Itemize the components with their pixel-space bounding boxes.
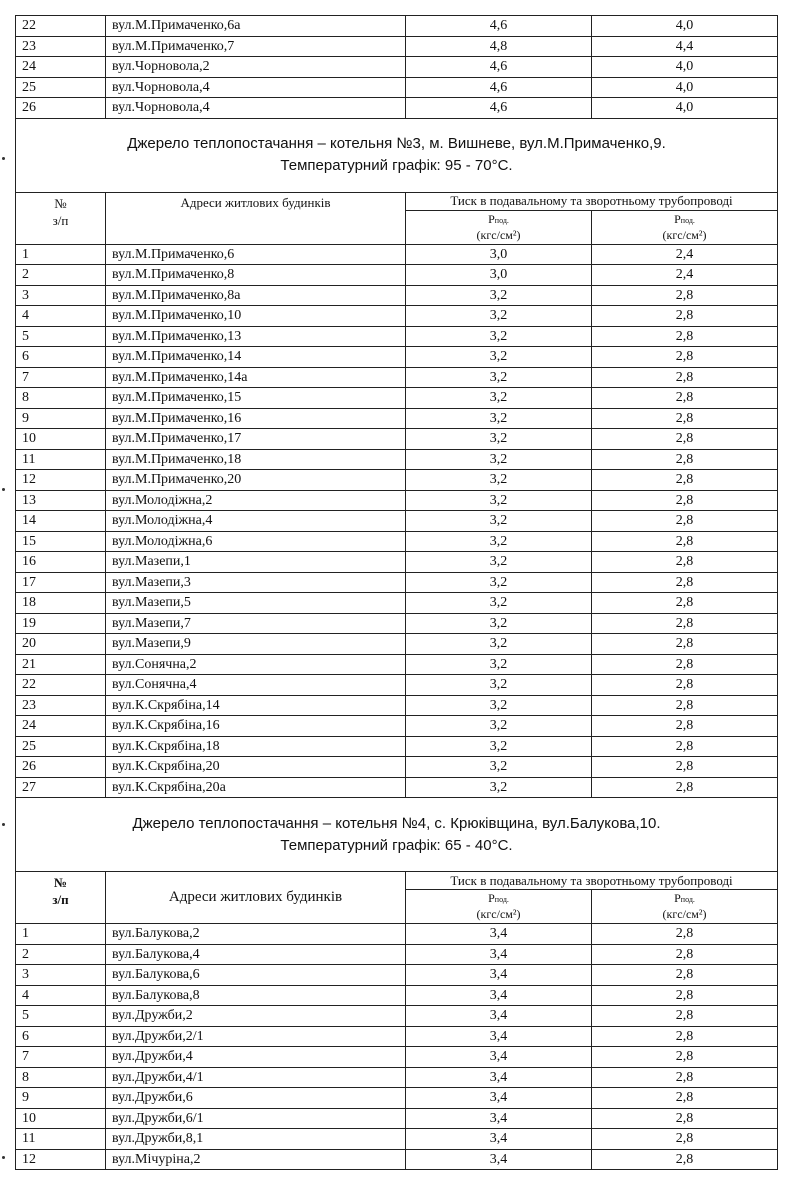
row-supply-pressure: 3,2 bbox=[406, 490, 592, 511]
row-number: 2 bbox=[16, 944, 106, 965]
section4-header-p2 bbox=[592, 890, 778, 924]
row-address: вул.Дружби,6 bbox=[106, 1088, 406, 1109]
table-row bbox=[16, 716, 778, 737]
row-address: вул.Балукова,6 bbox=[106, 965, 406, 986]
table-row bbox=[16, 326, 778, 347]
table-row bbox=[16, 654, 778, 675]
row-supply-pressure: 3,2 bbox=[406, 367, 592, 388]
row-return-pressure: 2,4 bbox=[592, 244, 778, 265]
row-address: вул.Дружби,4 bbox=[106, 1047, 406, 1068]
row-supply-pressure: 3,4 bbox=[406, 1088, 592, 1109]
row-supply-pressure: 4,6 bbox=[406, 16, 592, 37]
row-address: вул.Дружби,8,1 bbox=[106, 1129, 406, 1150]
row-return-pressure: 2,4 bbox=[592, 265, 778, 286]
row-address: вул.Дружби,6/1 bbox=[106, 1108, 406, 1129]
table-row bbox=[16, 1108, 778, 1129]
row-number: 4 bbox=[16, 306, 106, 327]
row-address: вул.М.Примаченко,7 bbox=[106, 36, 406, 57]
row-address: вул.М.Примаченко,14 bbox=[106, 347, 406, 368]
row-address: вул.М.Примаченко,20 bbox=[106, 470, 406, 491]
row-number: 14 bbox=[16, 511, 106, 532]
section3-header-pressure: Тиск в подавальному та зворотньому трубопроводі bbox=[406, 192, 778, 210]
row-address: вул.К.Скрябіна,20 bbox=[106, 757, 406, 778]
section3-header-p2 bbox=[592, 210, 778, 244]
p-subscript: под. bbox=[494, 895, 509, 904]
row-supply-pressure: 3,2 bbox=[406, 470, 592, 491]
section4-header-pressure: Тиск в подавальному та зворотньому трубопроводі bbox=[406, 872, 778, 890]
table-row bbox=[16, 757, 778, 778]
table-row bbox=[16, 57, 778, 78]
row-return-pressure: 2,8 bbox=[592, 1047, 778, 1068]
row-return-pressure: 2,8 bbox=[592, 1108, 778, 1129]
row-number: 15 bbox=[16, 531, 106, 552]
row-number: 24 bbox=[16, 716, 106, 737]
row-address: вул.К.Скрябіна,18 bbox=[106, 736, 406, 757]
row-address: вул.Мазепи,9 bbox=[106, 634, 406, 655]
row-number: 23 bbox=[16, 36, 106, 57]
row-number: 1 bbox=[16, 244, 106, 265]
table-row bbox=[16, 777, 778, 798]
margin-dot bbox=[2, 157, 5, 160]
row-address: вул.Мазепи,5 bbox=[106, 593, 406, 614]
row-address: вул.Балукова,2 bbox=[106, 924, 406, 945]
section4-title-body bbox=[16, 798, 778, 924]
row-number: 6 bbox=[16, 1026, 106, 1047]
row-supply-pressure: 3,0 bbox=[406, 244, 592, 265]
table-row bbox=[16, 265, 778, 286]
table-row bbox=[16, 429, 778, 450]
section3-header-p1 bbox=[406, 210, 592, 244]
row-supply-pressure: 3,2 bbox=[406, 347, 592, 368]
table-row bbox=[16, 1047, 778, 1068]
table-row bbox=[16, 490, 778, 511]
row-supply-pressure: 3,2 bbox=[406, 388, 592, 409]
section3-title-line1: Джерело теплопостачання – котельня №3, м. Вишневе, вул.М.Примаченко,9. bbox=[127, 135, 666, 152]
row-address: вул.Дружби,4/1 bbox=[106, 1067, 406, 1088]
row-return-pressure: 2,8 bbox=[592, 695, 778, 716]
row-supply-pressure: 4,8 bbox=[406, 36, 592, 57]
row-return-pressure: 2,8 bbox=[592, 1006, 778, 1027]
row-number: 5 bbox=[16, 1006, 106, 1027]
row-number: 22 bbox=[16, 16, 106, 37]
row-supply-pressure: 3,4 bbox=[406, 1129, 592, 1150]
row-supply-pressure: 3,2 bbox=[406, 552, 592, 573]
row-address: вул.Балукова,8 bbox=[106, 985, 406, 1006]
row-return-pressure: 2,8 bbox=[592, 367, 778, 388]
row-supply-pressure: 3,0 bbox=[406, 265, 592, 286]
row-address: вул.Сонячна,4 bbox=[106, 675, 406, 696]
row-address: вул.К.Скрябіна,20а bbox=[106, 777, 406, 798]
table-row bbox=[16, 408, 778, 429]
top-rows-body bbox=[16, 16, 778, 119]
number-sign: № bbox=[53, 875, 68, 890]
row-number: 7 bbox=[16, 1047, 106, 1068]
row-number: 18 bbox=[16, 593, 106, 614]
row-return-pressure: 4,0 bbox=[592, 77, 778, 98]
number-abbr: з/п bbox=[52, 212, 69, 228]
row-address: вул.М.Примаченко,13 bbox=[106, 326, 406, 347]
table-row bbox=[16, 552, 778, 573]
row-address: вул.М.Примаченко,17 bbox=[106, 429, 406, 450]
row-return-pressure: 2,8 bbox=[592, 634, 778, 655]
row-address: вул.М.Примаченко,15 bbox=[106, 388, 406, 409]
row-number: 4 bbox=[16, 985, 106, 1006]
row-return-pressure: 4,4 bbox=[592, 36, 778, 57]
p-subscript: под. bbox=[680, 215, 695, 225]
p-unit: (кгс/см²) bbox=[476, 227, 521, 242]
table-row bbox=[16, 695, 778, 716]
row-number: 12 bbox=[16, 1149, 106, 1170]
section3-header-num bbox=[16, 192, 106, 244]
row-number: 19 bbox=[16, 613, 106, 634]
p-unit: (кгс/см²) bbox=[662, 907, 707, 921]
section4-title-line1: Джерело теплопостачання – котельня №4, с. Крюківщина, вул.Балукова,10. bbox=[132, 814, 661, 832]
row-return-pressure: 2,8 bbox=[592, 470, 778, 491]
row-supply-pressure: 3,2 bbox=[406, 675, 592, 696]
row-address: вул.М.Примаченко,18 bbox=[106, 449, 406, 470]
table-row bbox=[16, 613, 778, 634]
row-address: вул.Чорновола,4 bbox=[106, 98, 406, 119]
section4-rows-body bbox=[16, 924, 778, 1170]
row-address: вул.Мазепи,7 bbox=[106, 613, 406, 634]
row-supply-pressure: 3,4 bbox=[406, 1026, 592, 1047]
row-address: вул.Чорновола,4 bbox=[106, 77, 406, 98]
p-subscript: под. bbox=[494, 215, 509, 225]
section3-title-row bbox=[16, 118, 778, 192]
row-number: 16 bbox=[16, 552, 106, 573]
table-row bbox=[16, 944, 778, 965]
row-number: 11 bbox=[16, 1129, 106, 1150]
row-address: вул.М.Примаченко,14а bbox=[106, 367, 406, 388]
section4-header-addr: Адреси житлових будинків bbox=[106, 872, 406, 924]
row-return-pressure: 2,8 bbox=[592, 572, 778, 593]
table-row bbox=[16, 1129, 778, 1150]
row-number: 1 bbox=[16, 924, 106, 945]
table-row bbox=[16, 924, 778, 945]
row-supply-pressure: 3,2 bbox=[406, 613, 592, 634]
row-number: 23 bbox=[16, 695, 106, 716]
section3-title-line2: Температурний графік: 95 - 70°С. bbox=[280, 157, 513, 174]
p-symbol: Р bbox=[488, 211, 495, 226]
table-row bbox=[16, 367, 778, 388]
section3-title bbox=[16, 118, 778, 192]
row-address: вул.М.Примаченко,6а bbox=[106, 16, 406, 37]
table-row bbox=[16, 16, 778, 37]
p-subscript: под. bbox=[680, 895, 695, 904]
row-return-pressure: 2,8 bbox=[592, 511, 778, 532]
section3-header-row bbox=[16, 192, 778, 210]
row-return-pressure: 2,8 bbox=[592, 490, 778, 511]
row-return-pressure: 2,8 bbox=[592, 613, 778, 634]
row-return-pressure: 2,8 bbox=[592, 777, 778, 798]
row-supply-pressure: 3,2 bbox=[406, 285, 592, 306]
row-return-pressure: 2,8 bbox=[592, 924, 778, 945]
table-row bbox=[16, 1006, 778, 1027]
row-address: вул.Молодіжна,6 bbox=[106, 531, 406, 552]
margin-dot bbox=[2, 1156, 5, 1159]
row-return-pressure: 4,0 bbox=[592, 57, 778, 78]
row-address: вул.Мазепи,3 bbox=[106, 572, 406, 593]
table-row bbox=[16, 531, 778, 552]
row-number: 8 bbox=[16, 1067, 106, 1088]
section4-title-row bbox=[16, 798, 778, 872]
row-return-pressure: 2,8 bbox=[592, 306, 778, 327]
row-return-pressure: 2,8 bbox=[592, 716, 778, 737]
table-row bbox=[16, 36, 778, 57]
document-page bbox=[15, 15, 777, 1170]
table-row bbox=[16, 306, 778, 327]
row-number: 11 bbox=[16, 449, 106, 470]
row-supply-pressure: 3,2 bbox=[406, 531, 592, 552]
row-supply-pressure: 3,4 bbox=[406, 924, 592, 945]
row-number: 17 bbox=[16, 572, 106, 593]
row-supply-pressure: 3,2 bbox=[406, 634, 592, 655]
row-number: 13 bbox=[16, 490, 106, 511]
row-address: вул.Балукова,4 bbox=[106, 944, 406, 965]
table-row bbox=[16, 736, 778, 757]
row-supply-pressure: 3,2 bbox=[406, 736, 592, 757]
p-unit: (кгс/см²) bbox=[476, 907, 521, 921]
row-supply-pressure: 3,4 bbox=[406, 985, 592, 1006]
table-row bbox=[16, 634, 778, 655]
table-row bbox=[16, 1149, 778, 1170]
row-supply-pressure: 3,2 bbox=[406, 757, 592, 778]
row-supply-pressure: 3,2 bbox=[406, 593, 592, 614]
table-row bbox=[16, 675, 778, 696]
row-return-pressure: 2,8 bbox=[592, 965, 778, 986]
row-supply-pressure: 3,2 bbox=[406, 511, 592, 532]
row-return-pressure: 2,8 bbox=[592, 593, 778, 614]
p-symbol: Р bbox=[488, 891, 495, 905]
row-return-pressure: 2,8 bbox=[592, 1088, 778, 1109]
row-return-pressure: 2,8 bbox=[592, 408, 778, 429]
row-return-pressure: 2,8 bbox=[592, 326, 778, 347]
row-address: вул.М.Примаченко,16 bbox=[106, 408, 406, 429]
row-address: вул.К.Скрябіна,14 bbox=[106, 695, 406, 716]
row-supply-pressure: 3,4 bbox=[406, 1149, 592, 1170]
row-number: 8 bbox=[16, 388, 106, 409]
row-number: 9 bbox=[16, 408, 106, 429]
row-supply-pressure: 3,2 bbox=[406, 654, 592, 675]
row-number: 7 bbox=[16, 367, 106, 388]
row-address: вул.М.Примаченко,10 bbox=[106, 306, 406, 327]
row-number: 5 bbox=[16, 326, 106, 347]
section4-title bbox=[16, 798, 778, 872]
table-row bbox=[16, 965, 778, 986]
row-return-pressure: 2,8 bbox=[592, 736, 778, 757]
row-number: 10 bbox=[16, 1108, 106, 1129]
row-number: 12 bbox=[16, 470, 106, 491]
row-supply-pressure: 3,4 bbox=[406, 1006, 592, 1027]
table-row bbox=[16, 511, 778, 532]
row-address: вул.Сонячна,2 bbox=[106, 654, 406, 675]
row-address: вул.М.Примаченко,8 bbox=[106, 265, 406, 286]
row-supply-pressure: 3,4 bbox=[406, 1067, 592, 1088]
row-supply-pressure: 3,2 bbox=[406, 695, 592, 716]
row-number: 26 bbox=[16, 98, 106, 119]
table-row bbox=[16, 244, 778, 265]
p-unit: (кгс/см²) bbox=[662, 227, 707, 242]
table-row bbox=[16, 388, 778, 409]
table-row bbox=[16, 593, 778, 614]
row-address: вул.Мічуріна,2 bbox=[106, 1149, 406, 1170]
row-supply-pressure: 4,6 bbox=[406, 77, 592, 98]
table-row bbox=[16, 285, 778, 306]
row-number: 9 bbox=[16, 1088, 106, 1109]
margin-dot bbox=[2, 823, 5, 826]
row-supply-pressure: 3,4 bbox=[406, 944, 592, 965]
row-return-pressure: 2,8 bbox=[592, 429, 778, 450]
section4-header-num bbox=[16, 872, 106, 924]
row-number: 3 bbox=[16, 965, 106, 986]
row-supply-pressure: 3,2 bbox=[406, 306, 592, 327]
row-return-pressure: 2,8 bbox=[592, 1026, 778, 1047]
table-row bbox=[16, 985, 778, 1006]
row-return-pressure: 2,8 bbox=[592, 1129, 778, 1150]
row-return-pressure: 2,8 bbox=[592, 531, 778, 552]
row-number: 27 bbox=[16, 777, 106, 798]
row-supply-pressure: 3,4 bbox=[406, 965, 592, 986]
section4-title-line2: Температурний графік: 65 - 40°С. bbox=[280, 836, 513, 854]
row-address: вул.М.Примаченко,6 bbox=[106, 244, 406, 265]
row-return-pressure: 2,8 bbox=[592, 285, 778, 306]
row-address: вул.Мазепи,1 bbox=[106, 552, 406, 573]
row-address: вул.М.Примаченко,8а bbox=[106, 285, 406, 306]
row-return-pressure: 2,8 bbox=[592, 347, 778, 368]
table-row bbox=[16, 1026, 778, 1047]
row-return-pressure: 2,8 bbox=[592, 1149, 778, 1170]
row-return-pressure: 2,8 bbox=[592, 388, 778, 409]
row-supply-pressure: 3,2 bbox=[406, 429, 592, 450]
table-row bbox=[16, 572, 778, 593]
section3-title-body bbox=[16, 118, 778, 244]
row-supply-pressure: 3,2 bbox=[406, 326, 592, 347]
row-supply-pressure: 3,4 bbox=[406, 1047, 592, 1068]
row-address: вул.К.Скрябіна,16 bbox=[106, 716, 406, 737]
table-row bbox=[16, 449, 778, 470]
row-return-pressure: 2,8 bbox=[592, 675, 778, 696]
row-supply-pressure: 3,2 bbox=[406, 716, 592, 737]
row-number: 25 bbox=[16, 736, 106, 757]
row-supply-pressure: 3,2 bbox=[406, 408, 592, 429]
row-number: 6 bbox=[16, 347, 106, 368]
row-number: 3 bbox=[16, 285, 106, 306]
row-number: 25 bbox=[16, 77, 106, 98]
table-row bbox=[16, 1088, 778, 1109]
row-return-pressure: 2,8 bbox=[592, 944, 778, 965]
section3-header-addr: Адреси житлових будинків bbox=[106, 192, 406, 244]
table-row bbox=[16, 347, 778, 368]
number-sign: № bbox=[54, 195, 67, 211]
p-symbol: Р bbox=[674, 891, 681, 905]
row-return-pressure: 2,8 bbox=[592, 449, 778, 470]
table-row bbox=[16, 470, 778, 491]
table-row bbox=[16, 77, 778, 98]
row-number: 22 bbox=[16, 675, 106, 696]
row-return-pressure: 4,0 bbox=[592, 16, 778, 37]
margin-dot bbox=[2, 488, 5, 491]
row-number: 21 bbox=[16, 654, 106, 675]
row-return-pressure: 2,8 bbox=[592, 757, 778, 778]
row-address: вул.Дружби,2 bbox=[106, 1006, 406, 1027]
row-return-pressure: 2,8 bbox=[592, 654, 778, 675]
row-return-pressure: 2,8 bbox=[592, 1067, 778, 1088]
row-supply-pressure: 3,2 bbox=[406, 777, 592, 798]
row-supply-pressure: 4,6 bbox=[406, 57, 592, 78]
row-supply-pressure: 3,4 bbox=[406, 1108, 592, 1129]
table-row bbox=[16, 1067, 778, 1088]
row-number: 24 bbox=[16, 57, 106, 78]
p-symbol: Р bbox=[674, 211, 681, 226]
row-supply-pressure: 3,2 bbox=[406, 572, 592, 593]
number-abbr: з/п bbox=[52, 892, 69, 907]
table-row bbox=[16, 98, 778, 119]
row-number: 20 bbox=[16, 634, 106, 655]
row-return-pressure: 2,8 bbox=[592, 985, 778, 1006]
section3-rows-body bbox=[16, 244, 778, 798]
row-address: вул.Молодіжна,2 bbox=[106, 490, 406, 511]
pressure-table bbox=[15, 15, 778, 1170]
row-number: 2 bbox=[16, 265, 106, 286]
section4-header-row bbox=[16, 872, 778, 890]
row-supply-pressure: 3,2 bbox=[406, 449, 592, 470]
row-return-pressure: 4,0 bbox=[592, 98, 778, 119]
row-address: вул.Молодіжна,4 bbox=[106, 511, 406, 532]
row-number: 26 bbox=[16, 757, 106, 778]
row-number: 10 bbox=[16, 429, 106, 450]
row-supply-pressure: 4,6 bbox=[406, 98, 592, 119]
row-return-pressure: 2,8 bbox=[592, 552, 778, 573]
row-address: вул.Чорновола,2 bbox=[106, 57, 406, 78]
row-address: вул.Дружби,2/1 bbox=[106, 1026, 406, 1047]
section4-header-p1 bbox=[406, 890, 592, 924]
